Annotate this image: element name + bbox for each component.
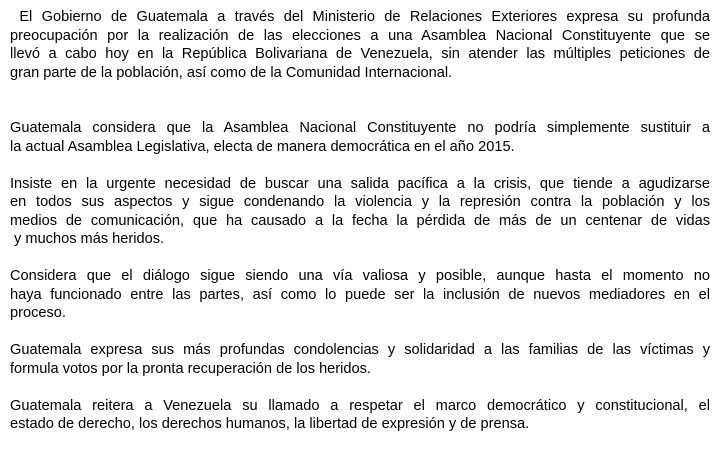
paragraph-call-to-venezuela bbox=[10, 397, 710, 434]
text-line: El Gobierno de Guatemala a través del Ministerio de Relaciones Exteriores expresa su profunda bbox=[10, 9, 710, 25]
text-line: estado de derecho, los derechos humanos, la libertad de expresión y de prensa. bbox=[10, 416, 530, 432]
text-line: preocupación por la realización de las elecciones a una Asamblea Nacional Constituyente que se bbox=[10, 27, 710, 44]
text-line: gran parte de la población, así como de la Comunidad Internacional. bbox=[10, 64, 453, 81]
paragraph-intro bbox=[10, 8, 710, 82]
paragraph-condolences bbox=[10, 341, 710, 378]
text-line: proceso. bbox=[10, 305, 66, 321]
paragraph-spacer bbox=[10, 249, 710, 268]
text-line: Insiste en la urgente necesidad de buscar una salida pacífica a la crisis, que tiende a agudizarse bbox=[10, 175, 710, 192]
text-line: medios de comunicación, que ha causado a la fecha la pérdida de más de un centenar de vidas bbox=[10, 212, 710, 229]
text-line: en todos sus aspectos y sigue condenando la violencia y la represión contra la población y los bbox=[10, 194, 710, 210]
paragraph-spacer bbox=[10, 82, 710, 119]
text-line: formula votos por la pronta recuperación de los heridos. bbox=[10, 360, 371, 377]
text-line: haya funcionado entre las partes, así como lo puede ser la inclusión de nuevos mediadores en el bbox=[10, 286, 710, 303]
text-line: llevó a cabo hoy en la República Bolivariana de Venezuela, sin atender las múltiples peticiones de bbox=[10, 46, 710, 62]
paragraph-dialogue bbox=[10, 267, 710, 323]
text-line: Guatemala considera que la Asamblea Nacional Constituyente no podría simplemente sustituir a bbox=[10, 120, 710, 136]
paragraph-peaceful-solution bbox=[10, 175, 710, 249]
paragraph-spacer bbox=[10, 156, 710, 175]
text-line: la actual Asamblea Legislativa, electa de manera democrática en el año 2015. bbox=[10, 138, 515, 155]
text-line: Considera que el diálogo sigue siendo una vía valiosa y posible, aunque hasta el momento no bbox=[10, 268, 710, 284]
paragraph-assembly bbox=[10, 119, 710, 156]
paragraph-spacer bbox=[10, 323, 710, 342]
text-line: Guatemala expresa sus más profundas condolencias y solidaridad a las familias de las víctimas y bbox=[10, 342, 710, 358]
text-line: Guatemala reitera a Venezuela su llamado a respetar el marco democrático y constitucional, el bbox=[10, 397, 710, 414]
statement-document bbox=[10, 8, 710, 434]
text-line: y muchos más heridos. bbox=[10, 231, 165, 247]
paragraph-spacer bbox=[10, 378, 710, 397]
